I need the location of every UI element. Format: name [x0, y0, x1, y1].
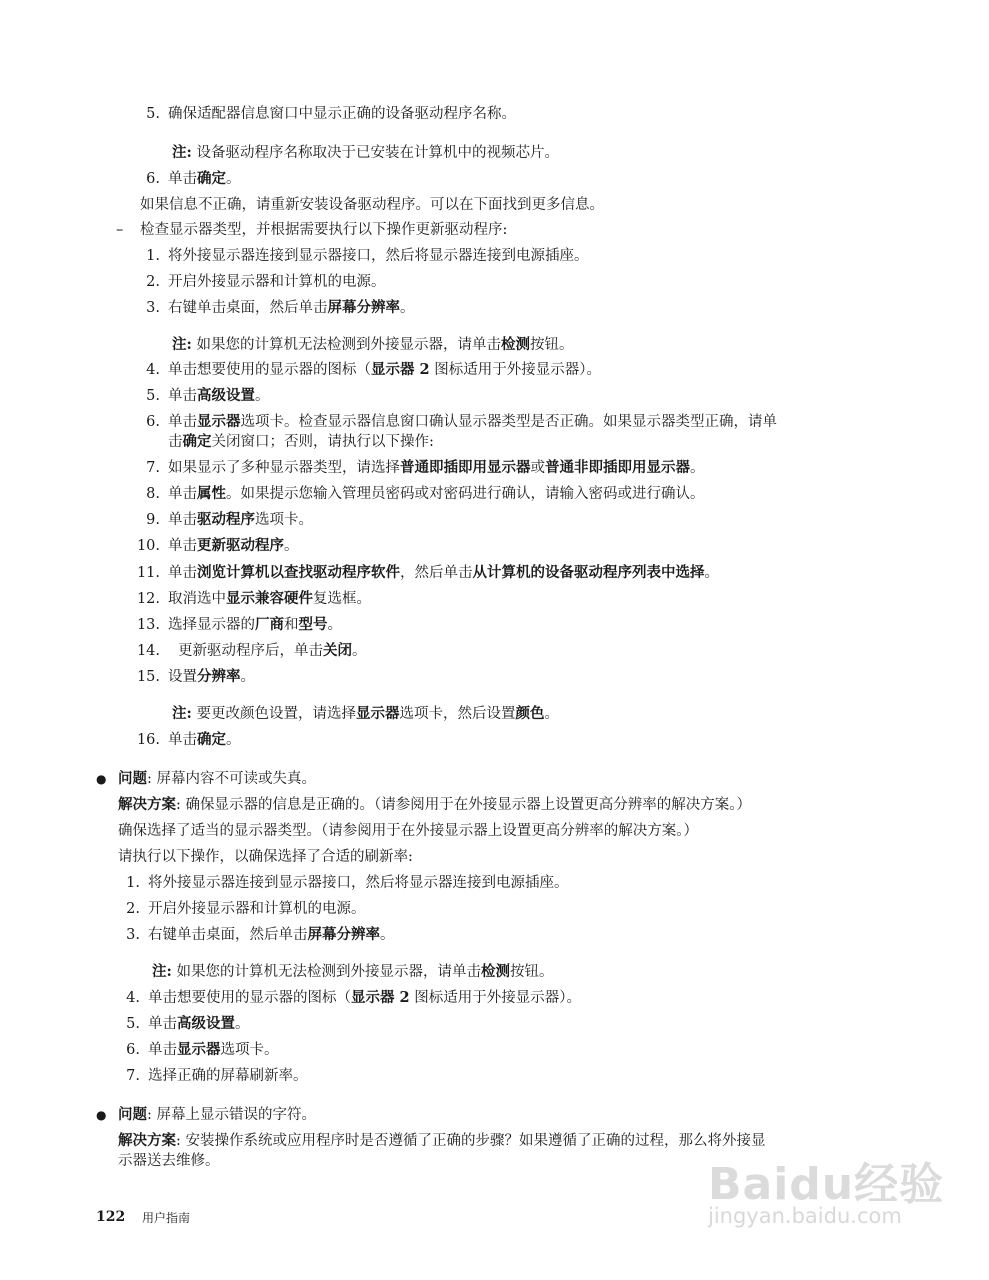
step-text-continued: 击确定关闭窗口；否则，请执行以下操作:: [168, 433, 434, 450]
problem: 问题: 屏幕上显示错误的字符。: [118, 1106, 316, 1123]
step-text: 单击浏览计算机以查找驱动程序软件，然后单击从计算机的设备驱动程序列表中选择。: [168, 564, 719, 581]
note-label: 注:: [152, 963, 172, 980]
step-text: 单击确定。: [168, 170, 241, 187]
step-number: 1.: [146, 248, 160, 264]
step-number: 6.: [146, 414, 160, 430]
step-number: 8.: [146, 486, 160, 502]
step-text: 单击高级设置。: [148, 1015, 250, 1032]
step-text: 选择正确的屏幕刷新率。: [148, 1068, 308, 1084]
step-text: 右键单击桌面，然后单击屏幕分辨率。: [148, 926, 395, 943]
note: [172, 143, 559, 163]
step-text: 取消选中显示兼容硬件复选框。: [168, 590, 371, 607]
step-text: 将外接显示器连接到显示器接口，然后将显示器连接到电源插座。: [148, 875, 569, 891]
watermark-url: jingyan.baidu.com: [708, 1204, 902, 1228]
note: 注: 如果您的计算机无法检测到外接显示器，请单击检测按钮。: [152, 963, 554, 980]
step-number: 11.: [136, 565, 160, 581]
note-label: 注:: [172, 336, 192, 353]
note-label: 注:: [172, 705, 192, 722]
paragraph: 请执行以下操作，以确保选择了合适的刷新率:: [118, 849, 413, 865]
step-number: 6.: [126, 1042, 140, 1058]
watermark: [700, 1148, 980, 1248]
page-number: 122: [96, 1209, 126, 1225]
step-text: 确保适配器信息窗口中显示正确的设备驱动程序名称。: [168, 106, 516, 122]
watermark-logo: Baidu经验: [708, 1159, 945, 1210]
step-text: 如果显示了多种显示器类型，请选择普通即插即用显示器或普通非即插即用显示器。: [168, 459, 705, 476]
dash-marker: –: [116, 222, 124, 238]
step-text: 右键单击桌面，然后单击屏幕分辨率。: [168, 299, 415, 316]
footer-title: 用户指南: [142, 1211, 191, 1225]
step-text: 单击显示器选项卡。: [148, 1041, 279, 1058]
solution: 解决方案: 确保显示器的信息是正确的。（请参阅用于在外接显示器上设置更高分辨率的解决方案。）: [118, 796, 751, 813]
step-text: 单击想要使用的显示器的图标（显示器 2 图标适用于外接显示器）。: [148, 989, 581, 1006]
step-number: 10.: [136, 538, 160, 554]
step-number: 15.: [136, 669, 160, 685]
step-text: 单击高级设置。: [168, 387, 270, 404]
paragraph: 如果信息不正确，请重新安装设备驱动程序。可以在下面找到更多信息。: [140, 197, 604, 213]
step-text: 开启外接显示器和计算机的电源。: [148, 901, 366, 917]
step-number: 16.: [136, 732, 160, 748]
step-number: 2.: [126, 901, 140, 917]
note-text: 设备驱动程序名称取决于已安装在计算机中的视频芯片。: [196, 145, 559, 161]
bullet-icon: ●: [96, 1108, 107, 1122]
step-number: 5.: [146, 388, 160, 404]
step-number: 7.: [146, 460, 160, 476]
solution-continued: 示器送去维修。: [118, 1153, 220, 1169]
step-number: 3.: [126, 927, 140, 943]
step-text: 将外接显示器连接到显示器接口，然后将显示器连接到电源插座。: [168, 248, 589, 264]
step-number: 7.: [126, 1068, 140, 1084]
step-text: 单击更新驱动程序。: [168, 537, 299, 554]
step-number: 3.: [146, 300, 160, 316]
step-number: 13.: [136, 617, 160, 633]
step-number: 5.: [146, 106, 160, 122]
note: 注: 如果您的计算机无法检测到外接显示器，请单击检测按钮。: [172, 336, 574, 353]
step-number: 2.: [146, 274, 160, 290]
paragraph: 确保选择了适当的显示器类型。（请参阅用于在外接显示器上设置更高分辨率的解决方案。）: [118, 823, 698, 839]
step-text: 单击显示器选项卡。检查显示器信息窗口确认显示器类型是否正确。如果显示器类型正确，请单: [168, 413, 777, 430]
step-text: 单击想要使用的显示器的图标（显示器 2 图标适用于外接显示器）。: [168, 361, 601, 378]
note-label: 注:: [172, 144, 192, 161]
step-number: 9.: [146, 512, 160, 528]
solution: 解决方案: 安装操作系统或应用程序时是否遵循了正确的步骤？如果遵循了正确的过程，那么将外接显: [118, 1132, 766, 1149]
step-number: 4.: [146, 362, 160, 378]
step-text: 开启外接显示器和计算机的电源。: [168, 274, 386, 290]
problem: 问题: 屏幕内容不可读或失真。: [118, 770, 316, 787]
paragraph: 检查显示器类型，并根据需要执行以下操作更新驱动程序:: [140, 222, 508, 238]
step-text: 单击属性。如果提示您输入管理员密码或对密码进行确认，请输入密码或进行确认。: [168, 485, 705, 502]
step-text: 单击驱动程序选项卡。: [168, 511, 313, 528]
step-text: 选择显示器的厂商和型号。: [168, 616, 342, 633]
note: 注: 要更改颜色设置，请选择显示器选项卡，然后设置颜色。: [172, 705, 559, 722]
step-number: 5.: [126, 1016, 140, 1032]
step-number: 6.: [146, 171, 160, 187]
step-number: 4.: [126, 990, 140, 1006]
bullet-icon: ●: [96, 772, 107, 786]
step-number: 14.: [136, 643, 160, 659]
step-text: 设置分辨率。: [168, 668, 255, 685]
step-text: 单击确定。: [168, 731, 241, 748]
step-text: 更新驱动程序后，单击关闭。: [178, 642, 367, 659]
step-number: 1.: [126, 875, 140, 891]
step-number: 12.: [136, 591, 160, 607]
